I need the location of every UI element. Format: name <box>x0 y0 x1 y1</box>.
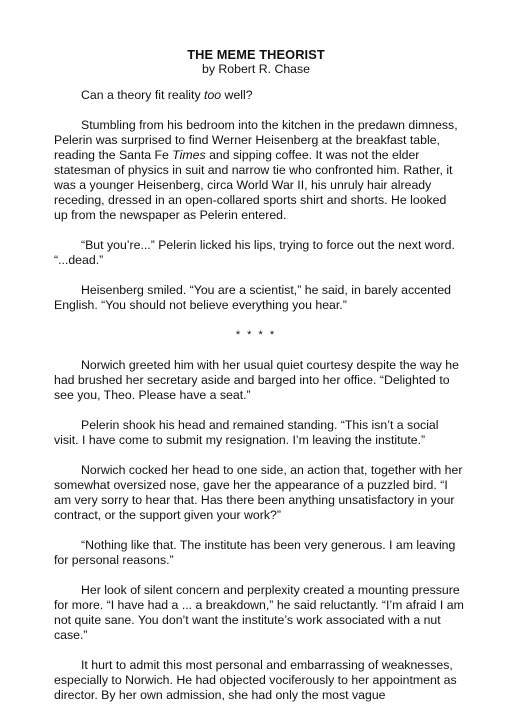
text-line: not quite sane. You don’t want the institute’s work associated with a nut <box>54 613 441 627</box>
text-line: “Nothing like that. The institute has been very generous. I am leaving <box>81 538 456 552</box>
paragraph <box>54 658 458 703</box>
text-line: It hurt to admit this most personal and embarrassing of weaknesses, <box>81 658 453 672</box>
text-line: Stumbling from his bedroom into the kitchen in the predawn dimness, <box>81 118 458 132</box>
paragraph <box>54 463 463 523</box>
paragraphs-before-separator <box>54 118 458 313</box>
text-line: Heisenberg smiled. “You are a scientist,” he said, in barely accented <box>81 283 452 297</box>
text-line: Her look of silent concern and perplexity created a mounting pressure <box>81 583 460 597</box>
text-line: am very sorry to hear that. Has there been anything unsatisfactory in your <box>54 493 455 507</box>
text-line: for more. “I have had a ... a breakdown,” he said reluctantly. “I’m afraid I am <box>54 598 464 612</box>
text-line: Can a theory fit reality too well? <box>81 88 253 102</box>
text-line: for personal reasons.” <box>54 553 174 567</box>
text-line: Norwich cocked her head to one side, an action that, together with her <box>81 463 463 477</box>
text-line: visit. I have come to submit my resignation. I’m leaving the institute.” <box>54 433 426 447</box>
text-line: Norwich greeted him with her usual quiet courtesy despite the way he <box>81 358 459 372</box>
paragraph <box>54 238 458 268</box>
text-line: English. “You should not believe everything you hear.” <box>54 298 347 312</box>
text-line: case.” <box>54 628 88 642</box>
text-line: director. By her own admission, she had only the most vague <box>54 688 386 702</box>
paragraph <box>54 88 458 103</box>
text-line: somewhat oversized nose, gave her the appearance of a puzzled bird. “I <box>54 478 448 492</box>
section-separator: * * * * <box>235 329 277 341</box>
text-line: “...dead.” <box>54 253 104 267</box>
text-line: had brushed her secretary aside and barged into her office. “Delighted to <box>54 373 450 387</box>
text-line: Pelerin was surprised to find Werner Heisenberg at the breakfast table, <box>54 133 440 147</box>
text-line: see you, Theo. Please have a seat.” <box>54 388 251 402</box>
document-title: THE MEME THEORIST <box>187 47 325 62</box>
paragraphs-after-separator <box>54 358 464 703</box>
text-line: up from the newspaper as Pelerin entered. <box>54 208 287 222</box>
paragraph <box>54 283 458 313</box>
text-line: “But you’re...” Pelerin licked his lips, trying to force out the next word. <box>81 238 455 252</box>
text-line: statesman of physics in suit and narrow tie who confronted him. Rather, it <box>54 163 453 177</box>
text-line: contract, or the support given your work?” <box>54 508 281 522</box>
paragraph <box>54 118 458 223</box>
text-line: reading the Santa Fe Times and sipping coffee. It was not the elder <box>54 148 420 162</box>
text-line: especially to Norwich. He had objected vociferously to her appointment as <box>54 673 457 687</box>
paragraph <box>54 538 458 568</box>
text-line: was a younger Heisenberg, circa World War II, his unruly hair already <box>54 178 432 192</box>
text-line: Pelerin shook his head and remained standing. “This isn’t a social <box>81 418 439 432</box>
paragraph <box>54 358 458 403</box>
paragraph <box>54 583 464 643</box>
paragraph <box>54 418 458 448</box>
document-byline: by Robert R. Chase <box>202 62 310 76</box>
text-line: receding, dressed in an open-collared sports shirt and shorts. He looked <box>54 193 447 207</box>
